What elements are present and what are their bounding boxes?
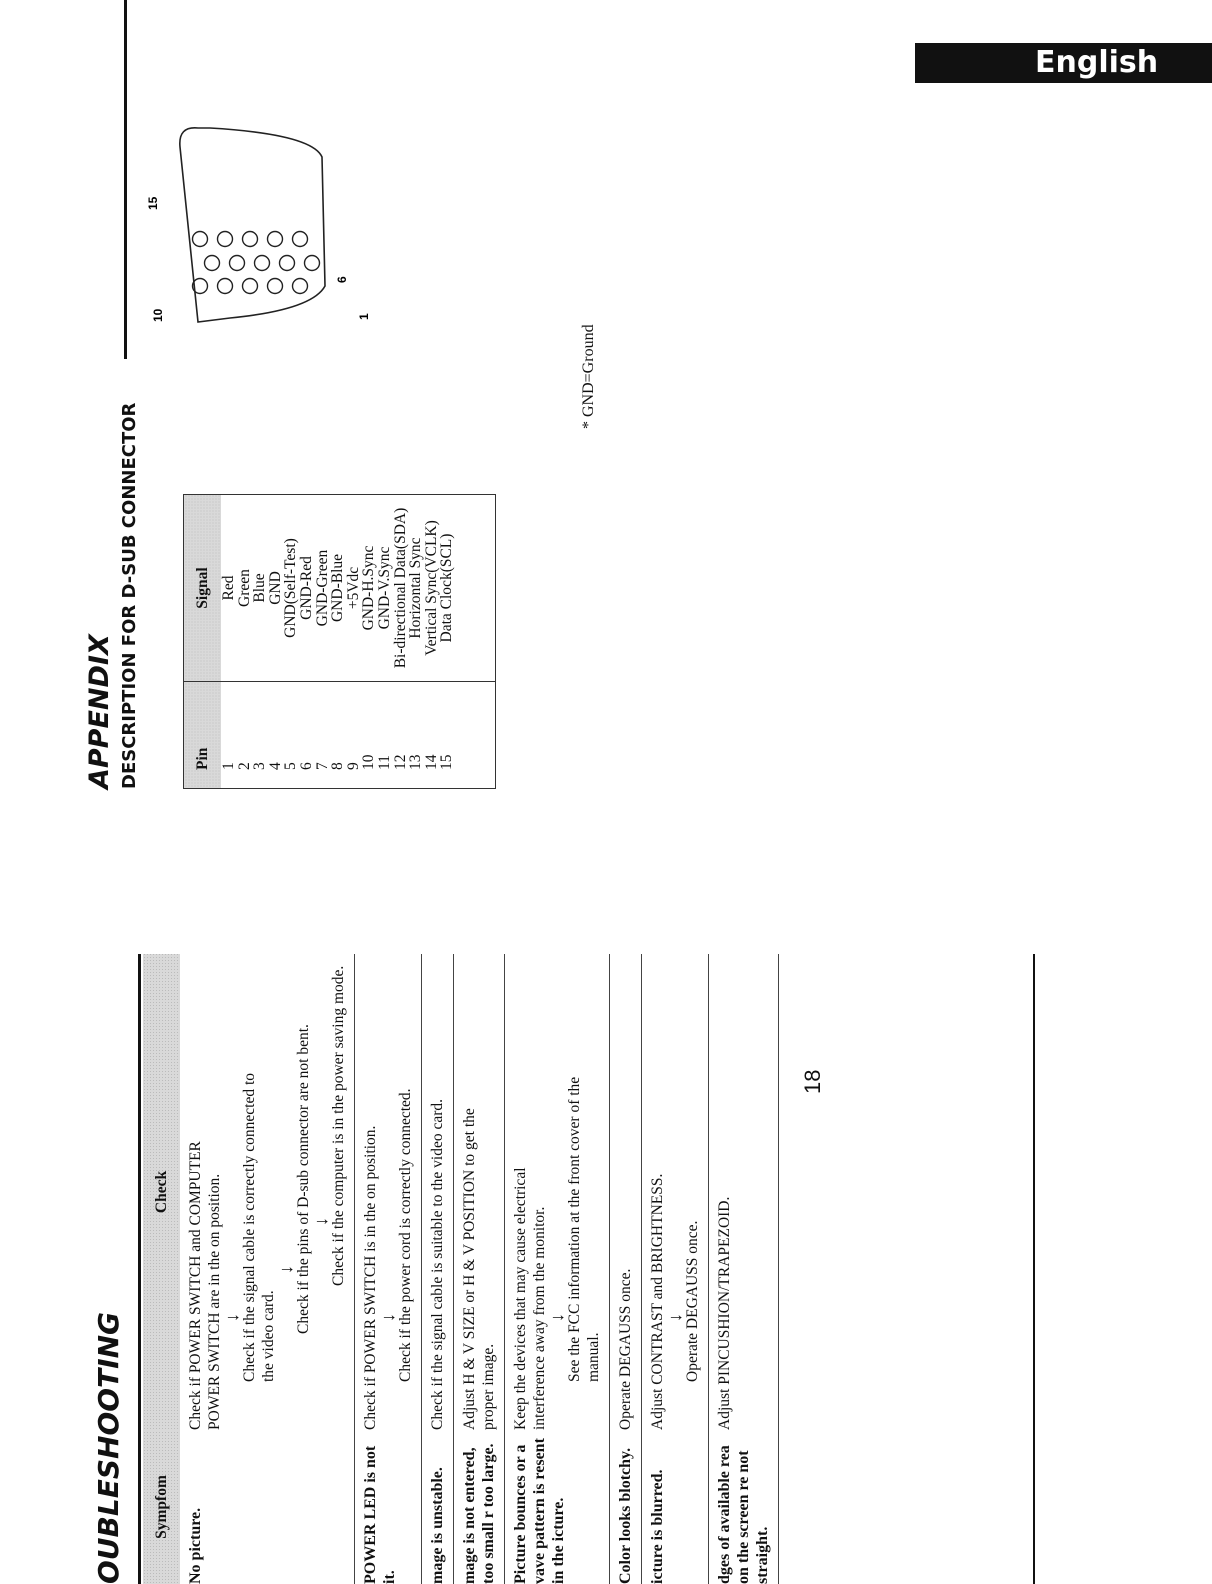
pin-number: 15 [439,682,495,789]
pin-number: 8 [330,682,346,789]
pin-number: 3 [252,682,268,789]
pin-number: 1 [221,682,237,789]
pin-number: 13 [408,682,424,789]
step-arrow-icon: ↓ [378,1313,398,1322]
symptom-cell: mage is unstable. [422,1430,454,1584]
pin-row [346,495,362,789]
check-line: Check if the pins of D-sub connector are not bent. [295,1024,312,1334]
check-cell [454,954,505,1430]
pin-number: 4 [268,682,284,789]
appendix-subtitle: DESCRIPTION FOR D-SUB CONNECTOR [119,402,140,789]
signal-header: Signal [184,495,222,682]
check-cell [610,954,642,1430]
pin-number: 9 [346,682,362,789]
check-line: Check if POWER SWITCH is in the on position. [362,1125,379,1430]
pin-header: Pin [184,682,222,789]
pin-table [183,494,496,789]
pin-signal: Vertical Sync(VCLK) [422,520,440,656]
pin-number: 6 [299,682,315,789]
pin-number: 5 [283,682,299,789]
connector-label-10: 10 [151,308,165,322]
troubleshooting-row [355,954,422,1584]
pin-signal: Red [220,575,237,601]
symptom-cell: POWER LED is not it. [355,1430,422,1584]
troubleshooting-row [642,954,709,1584]
troubleshooting-row [709,954,779,1584]
pin-number: 12 [393,682,409,789]
check-line: proper image. [480,1343,497,1430]
check-line: Adjust CONTRAST and BRIGHTNESS. [649,1173,666,1430]
pin-signal: Horizontal Sync [407,537,425,639]
troubleshooting-row [505,954,610,1584]
check-line: Operate DEGAUSS once. [617,1268,634,1430]
check-line: See the FCC information at the front cover of the [566,1076,583,1382]
check-line: Check if POWER SWITCH and COMPUTER [187,1141,204,1430]
pin-signal: GND-V.Sync [375,546,393,630]
troubleshooting-row [454,954,505,1584]
connector-label-1: 1 [357,313,371,320]
check-cell [642,954,709,1430]
pin-row [361,495,377,789]
pin-signal: GND(Self-Test) [282,538,300,638]
pin-number: 7 [315,682,331,789]
language-label: English [1035,45,1159,80]
pin-signal: GND-Red [297,556,315,620]
pin-row [221,495,237,789]
pin-signal: GND-Green [313,549,331,627]
step-arrow-icon: ↓ [311,1217,331,1226]
connector-label-15: 15 [146,196,160,210]
troubleshooting-title: OUBLESHOOTING [92,1312,125,1584]
check-line: Check if the signal cable is correctly connected to [241,1072,258,1382]
pin-number: 11 [377,682,393,789]
pin-signal: GND-H.Sync [360,545,378,631]
step-arrow-icon: ↓ [222,1313,242,1322]
pin-row [268,495,284,789]
pin-row [408,495,424,789]
pin-signal: Bi-directional Data(SDA) [391,507,409,669]
pin-number: 10 [361,682,377,789]
symptom-cell: No picture. [180,1430,355,1584]
check-line: Adjust H & V SIZE or H & V POSITION to get the [461,1108,478,1430]
check-cell [355,954,422,1430]
troubleshooting-table [143,954,779,1584]
pin-row [330,495,346,789]
check-line: the video card. [260,1290,277,1382]
pin-row [283,495,299,789]
troubleshooting-row [610,954,642,1584]
pin-number: 14 [424,682,440,789]
troubleshooting-row [180,954,355,1584]
dsub-connector-diagram [140,102,375,362]
step-arrow-icon: ↓ [547,1313,567,1322]
pin-row [393,495,409,789]
pin-signal: GND [266,571,284,605]
symptom-cell: icture is blurred. [642,1430,709,1584]
check-cell [180,954,355,1430]
gnd-note: * GND=Ground [580,324,597,429]
pin-row [424,495,440,789]
pin-row [299,495,315,789]
check-line: Operate DEGAUSS once. [684,1220,701,1382]
check-line: Check if the computer is in the power saving mode. [330,965,347,1286]
check-line: POWER SWITCH are in the on position. [206,1173,223,1430]
check-line: Keep the devices that may cause electrical [512,1167,529,1430]
pin-row [439,495,495,789]
troubleshooting-row [422,954,454,1584]
check-line: Adjust PINCUSHION/TRAPEZOID. [716,1196,733,1430]
symptom-header: Sympfom [143,1430,180,1584]
appendix-rule [124,0,127,359]
symptom-cell: Color looks blotchy. [610,1430,642,1584]
check-line: Check if the signal cable is suitable to the video card. [429,1099,446,1430]
check-header: Check [143,954,180,1430]
symptom-cell: mage is not entered, too small r too large. [454,1430,505,1584]
check-line: Check if the power cord is correctly connected. [397,1088,414,1382]
pin-row [377,495,393,789]
check-cell [422,954,454,1430]
page-number: 18 [800,1069,825,1094]
pin-row [315,495,331,789]
connector-label-6: 6 [335,276,349,283]
troubleshooting-rule [138,954,141,1584]
check-line: interference away from the monitor. [531,1206,548,1430]
step-arrow-icon: ↓ [665,1313,685,1322]
pin-number: 2 [237,682,253,789]
pin-signal: Blue [251,573,269,603]
check-line: manual. [585,1332,602,1382]
pin-signal: +5Vdc [344,566,362,610]
check-cell [505,954,610,1430]
appendix-title: APPENDIX [84,634,115,789]
symptom-cell: dges of available rea on the screen re not straight. [709,1430,779,1584]
check-cell [709,954,779,1430]
pin-signal: GND-Blue [329,553,347,623]
step-arrow-icon: ↓ [276,1265,296,1274]
pin-signal: Data Clock(SCL) [438,533,456,643]
pin-row [252,495,268,789]
symptom-cell: Picture bounces or a vave pattern is resent in the icture. [505,1430,610,1584]
troubleshooting-bottom-rule [1033,954,1035,1584]
pin-signal: Green [235,569,253,607]
pin-row [237,495,253,789]
